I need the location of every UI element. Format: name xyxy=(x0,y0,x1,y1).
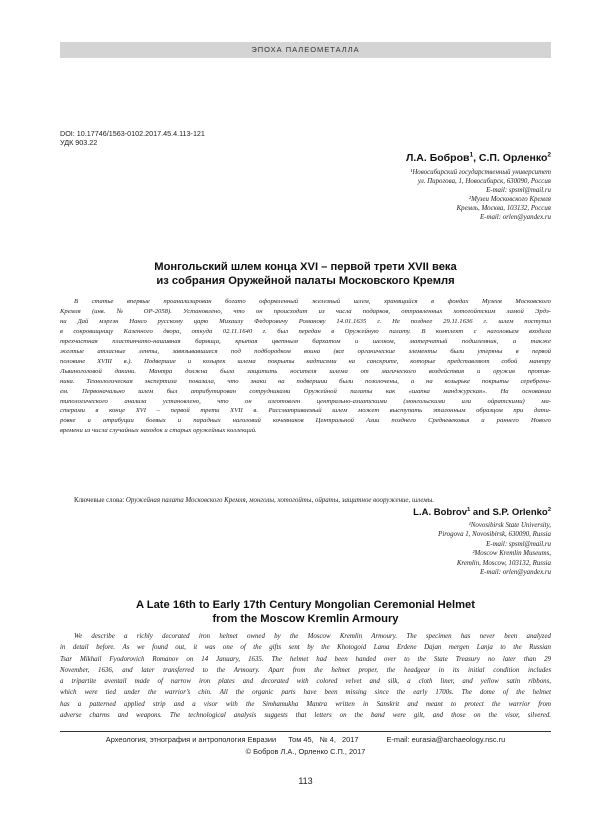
title-line: из собрания Оружейной палаты Московского Кремля xyxy=(156,275,455,287)
abstract-line: Кремля (инв. № ОР-2058). Установлено, что он происходит из числа подарков, отправленных хотогойтским ламой Эрдэ- xyxy=(60,307,551,315)
author-1: Л.А. Бобров xyxy=(406,152,470,164)
abstract-line: трехчастная пластинчато-нашивная бармица, крытая цветным бархатом и шелком, матерчатый подшлемник, а также xyxy=(60,337,551,345)
author-separator: , xyxy=(473,152,479,164)
abstract-line: adverse charms and weapons. The technological analysis suggests that letters on the band were gilt, and those on the visor, silvered. xyxy=(60,712,551,720)
doi[interactable]: DOI: 10.17746/1563-0102.2017.45.4.113-121 xyxy=(60,129,205,138)
affiliations-en xyxy=(438,521,551,577)
author-2: S.P. Orlenko xyxy=(492,507,548,518)
abstract-line: ем. Первоначально шлем был атрибутирован сотрудниками Оружейной палаты как «шапка манджурская». На основании xyxy=(60,387,551,395)
author-1-sup: 1 xyxy=(467,506,471,513)
affiliation-line: ¹Новосибирский государственный университет xyxy=(410,169,551,176)
abstract-line: ни Дай мэргэн Нансо русскому царю Михаилу Федоровичу Романову 14.01.1635 г. Не позднее 29.11.1636 г. шлем поступил xyxy=(60,317,551,325)
abstract-line: половине XVIII в.). Подвершие и козырек шлема покрыты надписями на санскрите, которые представляют собой мантру xyxy=(60,357,551,365)
journal-volume: Том 45, xyxy=(288,735,314,744)
affiliation-line: Кремль, Москва, 103132, Россия xyxy=(456,205,551,213)
abstract-line: желтые атласные ленты, завязывавшиеся под подбородком воина (все органические элементы были утеряны в первой xyxy=(60,347,551,355)
affiliation-line: ул. Пирогова, 1, Новосибирск, 630090, Россия xyxy=(417,178,551,186)
abstract-line: which were tied under the warrior’s chin. All the organic parts have been missing since the early 1700s. The dome of the helmet xyxy=(60,689,551,697)
article-meta xyxy=(60,129,205,148)
title-ru xyxy=(60,260,551,288)
abstract-line: Львиноголовой дакини. Мантра должна была защитить носителя шлема от магического воздействия и оружия против- xyxy=(60,367,551,375)
author-2: С.П. Орленко xyxy=(478,152,548,164)
author-1: L.A. Bobrov xyxy=(413,507,467,518)
journal-issue: № 4, xyxy=(319,735,336,744)
abstract-ru xyxy=(60,297,551,436)
abstract-line: ника. Технологическая экспертиза показала, что знаки на подвершии были позолочены, а на козырьке покрыты серебрени- xyxy=(60,377,551,385)
affiliation-line: ²Музеи Московского Кремля xyxy=(469,196,551,204)
authors-en xyxy=(413,507,551,518)
abstract-line: We describe a richly decorated iron helmet owned by the Moscow Kremlin Armoury. The specimen has never been analyzed xyxy=(74,633,551,640)
abstract-line: стерами в конце XVI – первой трети XVII в. Рассматриваемый шлем может выступать эталонным образцом при дати- xyxy=(60,407,551,415)
title-en xyxy=(60,598,551,626)
author-2-sup: 2 xyxy=(547,506,551,513)
abstract-line: has a patterned applied strip and a visor with the Simhamukha Mantra written in Sanskrit and meant to protect the warrior from xyxy=(60,700,551,708)
section-header: ЭПОХА ПАЛЕОМЕТАЛЛА xyxy=(60,42,551,58)
title-line: A Late 16th to Early 17th Century Mongolian Ceremonial Helmet xyxy=(135,599,475,611)
affiliations-ru xyxy=(410,168,551,223)
author-1-sup: 1 xyxy=(469,151,474,159)
affiliation-line: ²Moscow Kremlin Museums, xyxy=(472,550,551,558)
authors-ru xyxy=(406,152,551,164)
abstract-line: В статье впервые проанализирован богато оформленный железный шлем, хранящийся в фондах Музеев Московского xyxy=(74,298,551,305)
abstract-line: November, 1636, and later transferred to the Armoury. Apart from the helmet proper, the headgear in its initial condition includes xyxy=(60,666,551,674)
footer-journal-line xyxy=(60,735,551,744)
abstract-line: в сокровищницу Казенного двора, откуда 02.11.1640 г. был передан в Оружейную палату. В комплект с наголовьем входила xyxy=(60,327,551,335)
affiliation-email[interactable]: E-mail: orlen@yandex.ru xyxy=(479,214,551,222)
affiliation-line: Kremlin, Moscow, 103132, Russia xyxy=(456,559,551,567)
author-separator: and xyxy=(470,507,493,518)
page-number: 113 xyxy=(298,776,313,786)
affiliation-email[interactable]: E-mail: spsml@mail.ru xyxy=(486,540,551,548)
footer-divider xyxy=(60,731,551,732)
keywords-ru xyxy=(60,497,551,504)
udc: УДК 903.22 xyxy=(60,138,98,148)
journal-email[interactable]: E-mail: eurasia@archaeology.nsc.ru xyxy=(386,735,506,744)
title-line: Монгольский шлем конца XVI – первой трети XVII века xyxy=(154,261,457,273)
abstract-line: Tsar Mikhail Fyodorovich Romanov on 14 January, 1635. The helmet had been handed over to the State Treasury no later than 29 xyxy=(60,655,551,663)
abstract-line: типологического анализа установлено, что он изготовлен центрально-азиатскими (монгольскими или ойратскими) ма- xyxy=(60,397,551,405)
abstract-line: a tripartite aventail made of narrow iron plates and decorated with colored velvet and silk, a cloth liner, and yellow satin ribbons, xyxy=(60,678,551,686)
abstract-line: ровке и атрибуции боевых и парадных наголовий кочевников Центральной Азии позднего Средневековья и раннего Нового xyxy=(60,417,551,425)
abstract-line: времени из числа случайных находок и старых оружейных коллекций. xyxy=(60,427,257,435)
abstract-en xyxy=(60,631,551,721)
affiliation-email[interactable]: E-mail: orlen@yandex.ru xyxy=(479,569,551,577)
affiliation-email[interactable]: E-mail: spsml@mail.ru xyxy=(486,187,551,195)
footer-copyright xyxy=(60,747,551,756)
copyright-text: © Бобров Л.А., Орленко С.П., 2017 xyxy=(245,747,366,756)
journal-year: 2017 xyxy=(342,735,359,744)
keywords-list: Оружейная палата Московского Кремля, монголы, хотогойты, ойраты, защитное вооружение, шлемы. xyxy=(125,497,434,504)
affiliation-line: ¹Novosibirsk State University, xyxy=(468,522,551,529)
abstract-line: in detail before. As we found out, it was one of the gifts sent by the Khotogoid Lama Erdene Dajan mergen Lanja to the Russian xyxy=(60,644,551,652)
title-line: from the Moscow Kremlin Armoury xyxy=(212,613,399,625)
journal-name: Археология, этнография и антропология Евразии xyxy=(105,735,277,744)
keywords-label: Ключевые слова: xyxy=(74,497,125,504)
author-2-sup: 2 xyxy=(547,151,551,159)
affiliation-line: Pirogova 1, Novosibirsk, 630090, Russia xyxy=(438,531,551,539)
